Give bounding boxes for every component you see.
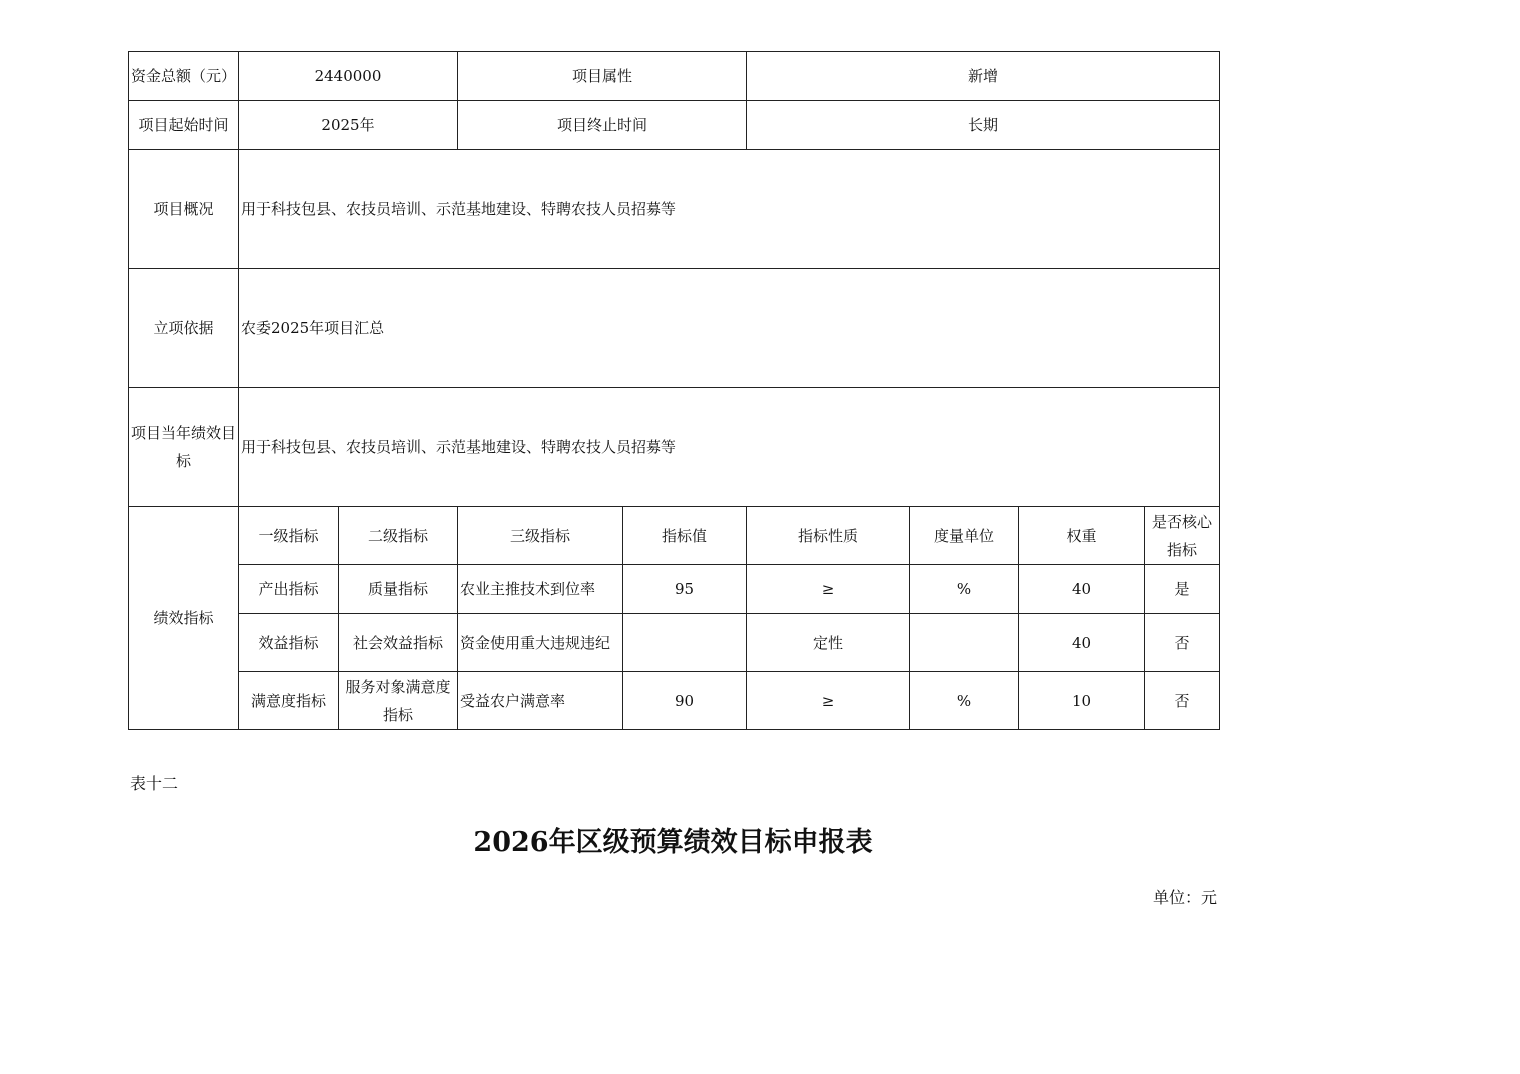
basis-label: 立项依据: [129, 269, 239, 388]
funds-value: 2440000: [239, 52, 458, 101]
cell-core: 是: [1145, 565, 1220, 614]
cell-weight: 40: [1019, 565, 1145, 614]
cell-nature: ≥: [747, 565, 910, 614]
table-row: [129, 52, 1220, 101]
attr-label: 项目属性: [458, 52, 747, 101]
header-unit: 度量单位: [910, 507, 1019, 565]
table-row: [129, 388, 1220, 507]
header-level2: 二级指标: [339, 507, 458, 565]
cell-level3: 受益农户满意率: [458, 672, 623, 730]
start-value: 2025年: [239, 101, 458, 150]
cell-value: 95: [623, 565, 747, 614]
indicator-header-row: [129, 507, 1220, 565]
table-row: [129, 269, 1220, 388]
cell-weight: 10: [1019, 672, 1145, 730]
header-level1: 一级指标: [239, 507, 339, 565]
cell-level3: 农业主推技术到位率: [458, 565, 623, 614]
cell-level2: 质量指标: [339, 565, 458, 614]
header-core: 是否核心指标: [1145, 507, 1220, 565]
cell-level1: 满意度指标: [239, 672, 339, 730]
table-caption: 表十二: [130, 774, 179, 793]
cell-value: [623, 614, 747, 672]
cell-nature: ≥: [747, 672, 910, 730]
cell-nature: 定性: [747, 614, 910, 672]
attr-value: 新增: [747, 52, 1220, 101]
indicator-row: [129, 565, 1220, 614]
cell-level2: 社会效益指标: [339, 614, 458, 672]
cell-level1: 效益指标: [239, 614, 339, 672]
overview-label: 项目概况: [129, 150, 239, 269]
page-title: 2026年区级预算绩效目标申报表: [473, 827, 873, 858]
start-label: 项目起始时间: [129, 101, 239, 150]
end-value: 长期: [747, 101, 1220, 150]
table-row: [129, 101, 1220, 150]
funds-label: 资金总额（元）: [129, 52, 239, 101]
table-row: [129, 150, 1220, 269]
overview-value: 用于科技包县、农技员培训、示范基地建设、特聘农技人员招募等: [239, 150, 1220, 269]
header-nature: 指标性质: [747, 507, 910, 565]
cell-core: 否: [1145, 614, 1220, 672]
indicator-row: [129, 614, 1220, 672]
cell-weight: 40: [1019, 614, 1145, 672]
cell-level1: 产出指标: [239, 565, 339, 614]
basis-value: 农委2025年项目汇总: [239, 269, 1220, 388]
cell-unit: %: [910, 565, 1019, 614]
header-value: 指标值: [623, 507, 747, 565]
unit-label: 单位：元: [1152, 888, 1217, 907]
performance-table: [128, 51, 1220, 730]
cell-core: 否: [1145, 672, 1220, 730]
header-level3: 三级指标: [458, 507, 623, 565]
indicators-label: 绩效指标: [129, 507, 239, 730]
cell-unit: %: [910, 672, 1019, 730]
cell-level2: 服务对象满意度指标: [339, 672, 458, 730]
cell-unit: [910, 614, 1019, 672]
cell-level3: 资金使用重大违规违纪: [458, 614, 623, 672]
goal-value: 用于科技包县、农技员培训、示范基地建设、特聘农技人员招募等: [239, 388, 1220, 507]
cell-value: 90: [623, 672, 747, 730]
end-label: 项目终止时间: [458, 101, 747, 150]
header-weight: 权重: [1019, 507, 1145, 565]
indicator-row: [129, 672, 1220, 730]
goal-label: 项目当年绩效目标: [129, 388, 239, 507]
